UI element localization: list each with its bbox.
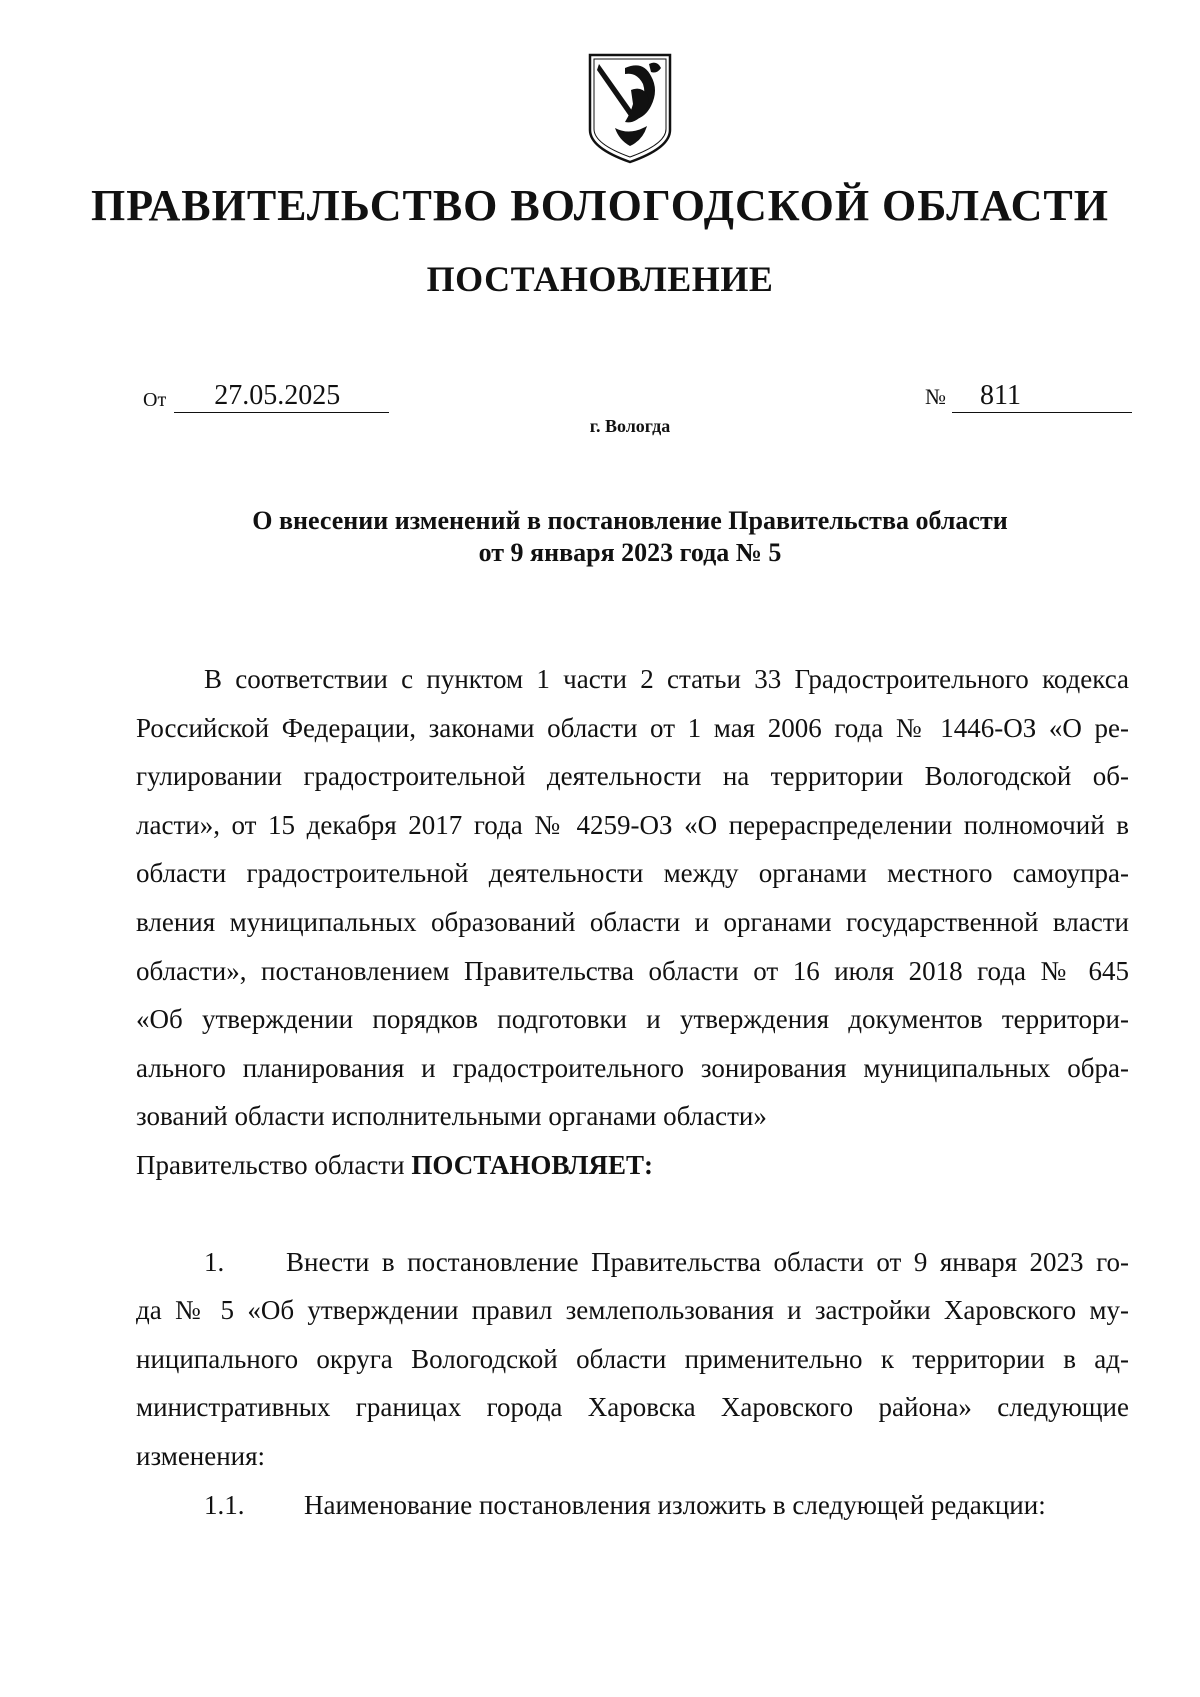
text-line: вления муниципальных образований области и органами государственной власти	[136, 906, 1129, 937]
text-line: Российской Федерации, законами области от 1 мая 2006 года № 1446-ОЗ «О ре-	[136, 712, 1129, 743]
coat-of-arms-icon	[585, 50, 675, 165]
city: г. Вологда	[589, 416, 671, 436]
text-line: министративных границах города Харовска Харовского района» следующие	[136, 1392, 1129, 1423]
resolution-prefix: Правительство области	[136, 1149, 405, 1180]
text-line: зований области исполнительными органами области»	[136, 1101, 767, 1132]
text-line: области», постановлением Правительства области от 16 июля 2018 года № 645	[136, 955, 1129, 986]
item-1-line	[136, 1238, 1129, 1287]
text-line: да № 5 «Об утверждении правил землепользования и застройки Харовского му-	[136, 1295, 1129, 1326]
document-number	[925, 380, 1132, 413]
document-date	[143, 380, 389, 413]
document-type: ПОСТАНОВЛЕНИЕ	[426, 259, 774, 299]
text-line: гулировании градостроительной деятельности на территории Вологодской об-	[136, 761, 1129, 792]
item-1-1-number: 1.1.	[204, 1489, 245, 1520]
text-line: области градостроительной деятельности между органами местного самоупра-	[136, 858, 1129, 889]
resolution-word: ПОСТАНОВЛЯЕТ:	[411, 1149, 653, 1180]
item-1-1-text: Наименование постановления изложить в следующей редакции:	[304, 1489, 1046, 1520]
subject-line: от 9 января 2023 года № 5	[478, 538, 782, 567]
organization-title: ПРАВИТЕЛЬСТВО ВОЛОГОДСКОЙ ОБЛАСТИ	[91, 181, 1109, 230]
item-1-1-line	[136, 1481, 1129, 1530]
resolution-line	[136, 1141, 1129, 1190]
number-value: 811	[952, 380, 1132, 413]
document-subject	[150, 505, 1110, 569]
document-body	[136, 655, 1129, 1529]
text-line: В соответствии с пунктом 1 части 2 статьи 33 Градостроительного кодекса	[204, 664, 1129, 694]
subject-line: О внесении изменений в постановление Правительства области	[252, 506, 1008, 535]
spacer	[136, 1190, 1129, 1238]
number-prefix: №	[925, 384, 946, 409]
text-line: «Об утверждении порядков подготовки и утверждения документов территори-	[136, 1004, 1129, 1035]
date-value: 27.05.2025	[174, 380, 389, 413]
text-line: ального планирования и градостроительного зонирования муниципальных обра-	[136, 1052, 1129, 1083]
item-1-text: Внести в постановление Правительства области от 9 января 2023 го-	[286, 1246, 1129, 1277]
date-prefix: От	[143, 389, 167, 411]
text-line: ниципального округа Вологодской области применительно к территории в ад-	[136, 1343, 1129, 1374]
text-line: изменения:	[136, 1440, 266, 1471]
item-1-number: 1.	[204, 1246, 225, 1277]
text-line: ласти», от 15 декабря 2017 года № 4259-ОЗ «О перераспределении полномочий в	[136, 809, 1129, 840]
